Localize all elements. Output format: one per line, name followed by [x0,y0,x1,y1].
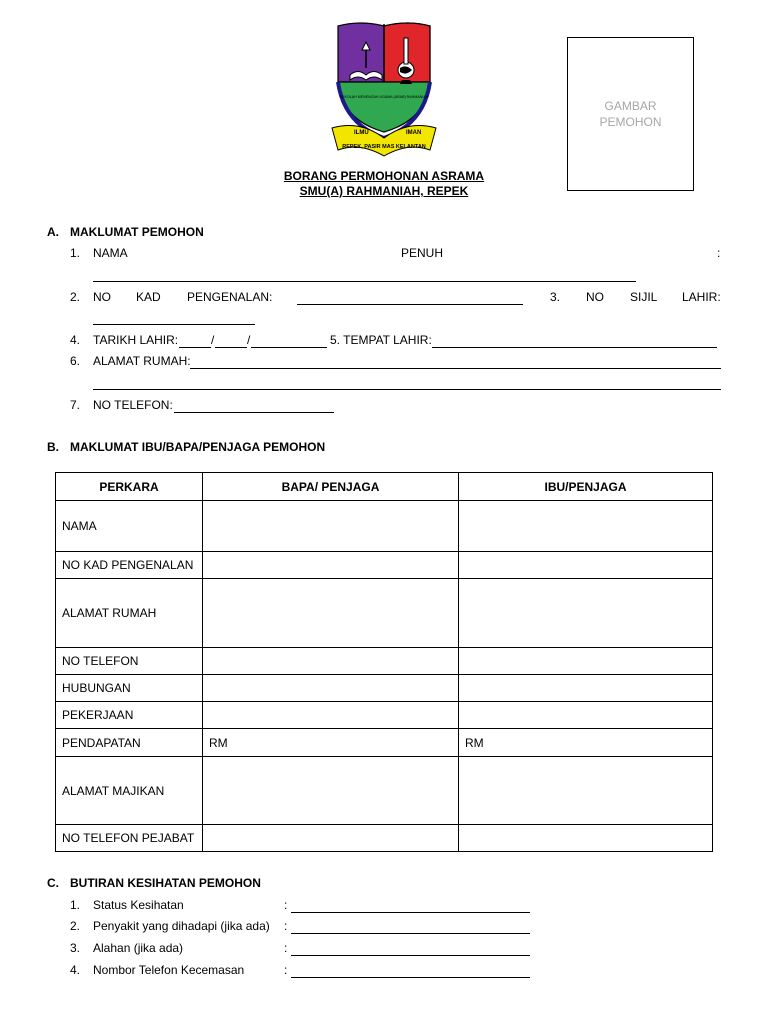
row-label: PENDAPATAN [56,729,203,757]
kad-pengenalan-input-line[interactable] [297,293,523,305]
row-label: NO KAD PENGENALAN [56,552,203,579]
ibu-cell[interactable]: RM [459,729,713,757]
ibu-cell[interactable] [459,675,713,702]
sijil-lahir-input-line[interactable] [93,313,255,325]
bapa-cell[interactable] [203,825,459,852]
section-c-heading: C. BUTIRAN KESIHATAN PEMOHON [47,876,261,890]
ibu-cell[interactable] [459,579,713,648]
applicant-photo-box[interactable] [567,37,694,191]
bapa-cell[interactable] [203,675,459,702]
nama-penuh-input-line[interactable] [93,270,636,282]
table-row [56,579,713,648]
table-row [56,702,713,729]
ibu-cell[interactable] [459,552,713,579]
bapa-cell[interactable] [203,702,459,729]
row-label: ALAMAT MAJIKAN [56,757,203,825]
ibu-cell[interactable] [459,501,713,552]
row-label: NO TELEFON PEJABAT [56,825,203,852]
bapa-cell[interactable] [203,552,459,579]
ibu-cell[interactable] [459,825,713,852]
table-row [56,501,713,552]
ibu-cell[interactable] [459,702,713,729]
no-telefon-input-line[interactable] [174,401,334,413]
section-b-heading: B. MAKLUMAT IBU/BAPA/PENJAGA PEMOHON [47,440,326,454]
alahan-input-line[interactable] [291,944,530,956]
table-row [56,552,713,579]
table-row [56,757,713,825]
school-crest-logo [330,20,438,160]
row-label: HUBUNGAN [56,675,203,702]
photo-box-label-1: GAMBAR [604,99,657,113]
ibu-cell[interactable] [459,648,713,675]
tempat-lahir-input-line[interactable] [432,336,717,348]
penyakit-input-line[interactable] [291,922,530,934]
bapa-cell[interactable]: RM [203,729,459,757]
table-row [56,675,713,702]
row-label: ALAMAT RUMAH [56,579,203,648]
telefon-kecemasan-input-line[interactable] [291,966,530,978]
bapa-cell[interactable] [203,501,459,552]
section-a-heading: A. MAKLUMAT PEMOHON [47,225,204,239]
tarikh-tahun-input-line[interactable] [251,336,327,348]
ibu-cell[interactable] [459,757,713,825]
column-header-perkara: PERKARA [56,473,203,501]
tarikh-bulan-input-line[interactable] [215,336,247,348]
table-row [56,729,713,757]
row-label: NO TELEFON [56,648,203,675]
photo-box-label-2: PEMOHON [599,115,662,129]
alamat-rumah-input-line-1[interactable] [190,357,721,369]
tarikh-hari-input-line[interactable] [179,336,211,348]
form-title: BORANG PERMOHONAN ASRAMA [283,169,485,183]
crest-ribbon-text: REPEK, PASIR MAS KELANTAN [342,144,426,150]
row-label: PEKERJAAN [56,702,203,729]
row-label: NAMA [56,501,203,552]
table-header-row [56,473,713,501]
column-header-ibu: IBU/PENJAGA [459,473,713,501]
crest-motto-left: ILMU [354,130,369,136]
status-kesihatan-input-line[interactable] [291,901,530,913]
crest-motto-right: IMAN [406,130,422,136]
table-row [56,825,713,852]
parent-info-table [55,472,713,852]
bapa-cell[interactable] [203,757,459,825]
school-name: SMU(A) RAHMANIAH, REPEK [299,184,469,198]
alamat-rumah-input-line-2[interactable] [93,378,721,390]
table-row [56,648,713,675]
crest-arc-text: SEKOLAH MENENGAH UGAMA (ARAB) RAHMANIAH [339,95,429,99]
column-header-bapa: BAPA/ PENJAGA [203,473,459,501]
bapa-cell[interactable] [203,648,459,675]
bapa-cell[interactable] [203,579,459,648]
